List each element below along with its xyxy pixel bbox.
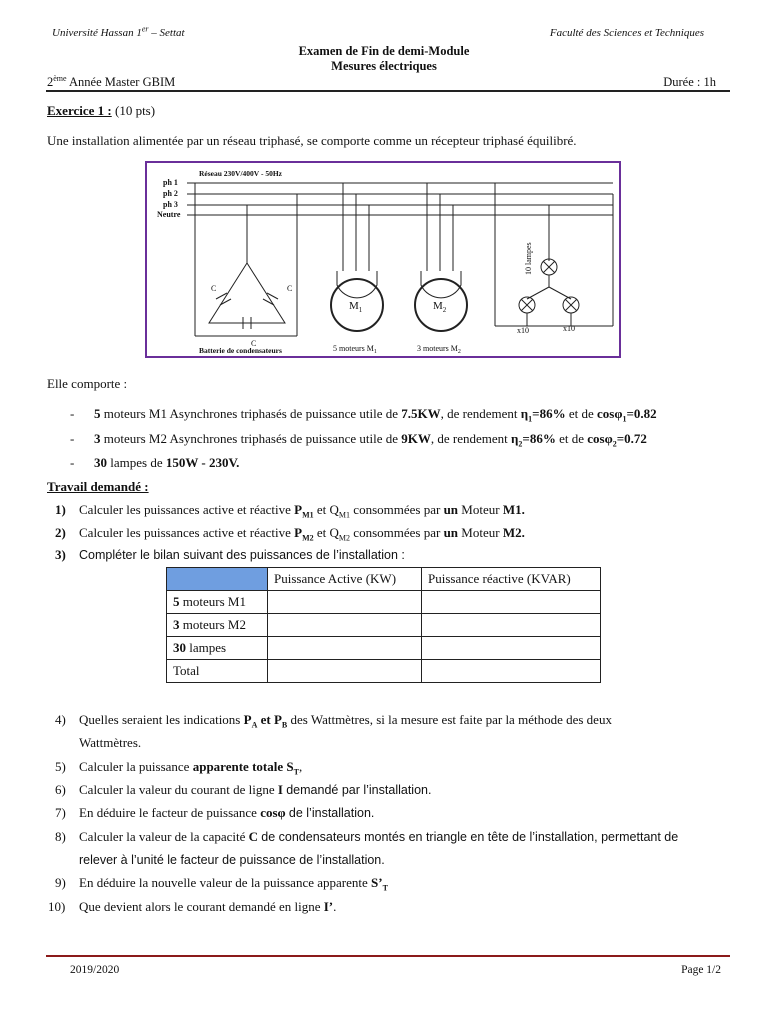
duration: Durée : 1h: [663, 75, 716, 89]
cell-p-m1[interactable]: [268, 591, 422, 614]
level: 2ème Année Master GBIM: [47, 73, 176, 89]
row-label: 3 moteurs M2: [167, 614, 268, 637]
question-7: 7) En déduire le facteur de puissance cosφ de l’installation.: [55, 805, 375, 820]
cell-q-total[interactable]: [422, 660, 601, 683]
academic-year: 2019/2020: [70, 964, 120, 976]
ph2-label: ph 2: [163, 189, 178, 198]
cell-q-lamps[interactable]: [422, 637, 601, 660]
ph1-label: ph 1: [163, 178, 178, 187]
question-1: 1) Calculer les puissances active et réactive $P_{M1}$ et $Q_{M1}$ consommées par un Moteur M1.: [55, 502, 525, 520]
cell-q-m2[interactable]: [422, 614, 601, 637]
composition-lead: Elle comporte :: [47, 376, 128, 391]
question-10: 10) Que devient alors le courant demandé en ligne I’.: [48, 899, 337, 914]
m1-label: $M_1$: [349, 300, 363, 314]
exam-title: Examen de Fin de demi-Module: [298, 44, 470, 58]
cell-p-total[interactable]: [268, 660, 422, 683]
cap-label-bottom: C: [251, 339, 257, 348]
exercise-intro: Une installation alimentée par un réseau triphasé, se comporte comme un récepteur triphasé équilibré.: [47, 133, 577, 148]
x10-right: x10: [563, 324, 575, 333]
row-label: 5 moteurs M1: [167, 591, 268, 614]
col-reactive-header: Puissance réactive (KVAR): [422, 568, 601, 591]
exam-subtitle: Mesures électriques: [331, 59, 437, 73]
neutral-label: Neutre: [157, 210, 181, 219]
circuit-svg: [147, 163, 619, 356]
question-9: 9) En déduire la nouvelle valeur de la puissance apparente $S’_T$: [55, 875, 388, 893]
question-5: 5) Calculer la puissance apparente totale $S_T$,: [55, 759, 303, 777]
network-label: Réseau 230V/400V - 50Hz: [199, 169, 282, 178]
circuit-diagram: [145, 161, 621, 358]
faculty-name: Faculté des Sciences et Techniques: [549, 27, 704, 39]
power-balance-table: [166, 567, 601, 683]
university-name: Université Hassan 1er – Settat: [52, 24, 185, 39]
footer-divider: [46, 955, 730, 957]
composition-item-2: - 3 moteurs M2 Asynchrones triphasés de puissance utile de 9KW, de rendement $\eta_2=86\%$ et de cosφ$_2$=0.72: [70, 431, 647, 449]
cell-q-m1[interactable]: [422, 591, 601, 614]
x10-left: x10: [517, 326, 529, 335]
cap-label-left: C: [211, 284, 217, 293]
question-2: 2) Calculer les puissances active et réactive $P_{M2}$ et $Q_{M2}$ consommées par un Moteur M2.: [55, 525, 525, 543]
page-number: Page 1/2: [681, 964, 721, 976]
m1-caption: 5 moteurs $M_1$: [333, 344, 377, 355]
composition-item-3: - 30 lampes de 150W - 230V.: [70, 455, 240, 470]
exercise-heading: Exercice 1 : (10 pts): [47, 103, 156, 118]
m2-label: $M_2$: [433, 300, 447, 314]
question-3: 3) Compléter le bilan suivant des puissances de l’installation :: [55, 547, 405, 562]
row-label: Total: [167, 660, 268, 683]
ph3-label: ph 3: [163, 200, 178, 209]
question-4: 4) Quelles seraient les indications $P_A$ et $P_B$ des Wattmètres, si la mesure est faite par la méthode des deux: [55, 712, 612, 730]
question-8: 8) Calculer la valeur de la capacité C de condensateurs montés en triangle en tête de l’installation, permettant de: [55, 829, 679, 844]
cell-p-lamps[interactable]: [268, 637, 422, 660]
row-label: 30 lampes: [167, 637, 268, 660]
composition-item-1: - 5 moteurs M1 Asynchrones triphasés de puissance utile de 7.5KW, de rendement $\eta_1=86\%$ et de cosφ$_1$=0.82: [70, 406, 657, 424]
battery-label: Batterie de condensateurs: [199, 346, 282, 355]
question-6: 6) Calculer la valeur du courant de ligne I demandé par l’installation.: [55, 782, 432, 797]
m2-caption: 3 moteurs $M_2$: [417, 344, 461, 355]
question-8-cont: relever à l’unité le facteur de puissance de l’installation.: [79, 853, 385, 867]
table-corner: [167, 568, 268, 591]
col-active-header: Puissance Active (KW): [268, 568, 422, 591]
cell-p-m2[interactable]: [268, 614, 422, 637]
lamps-label: 10 lampes: [524, 242, 533, 275]
work-title: Travail demandé :: [47, 479, 149, 494]
cap-label-right: C: [287, 284, 293, 293]
header-divider: [46, 90, 730, 92]
question-4-cont: Wattmètres.: [79, 735, 142, 750]
